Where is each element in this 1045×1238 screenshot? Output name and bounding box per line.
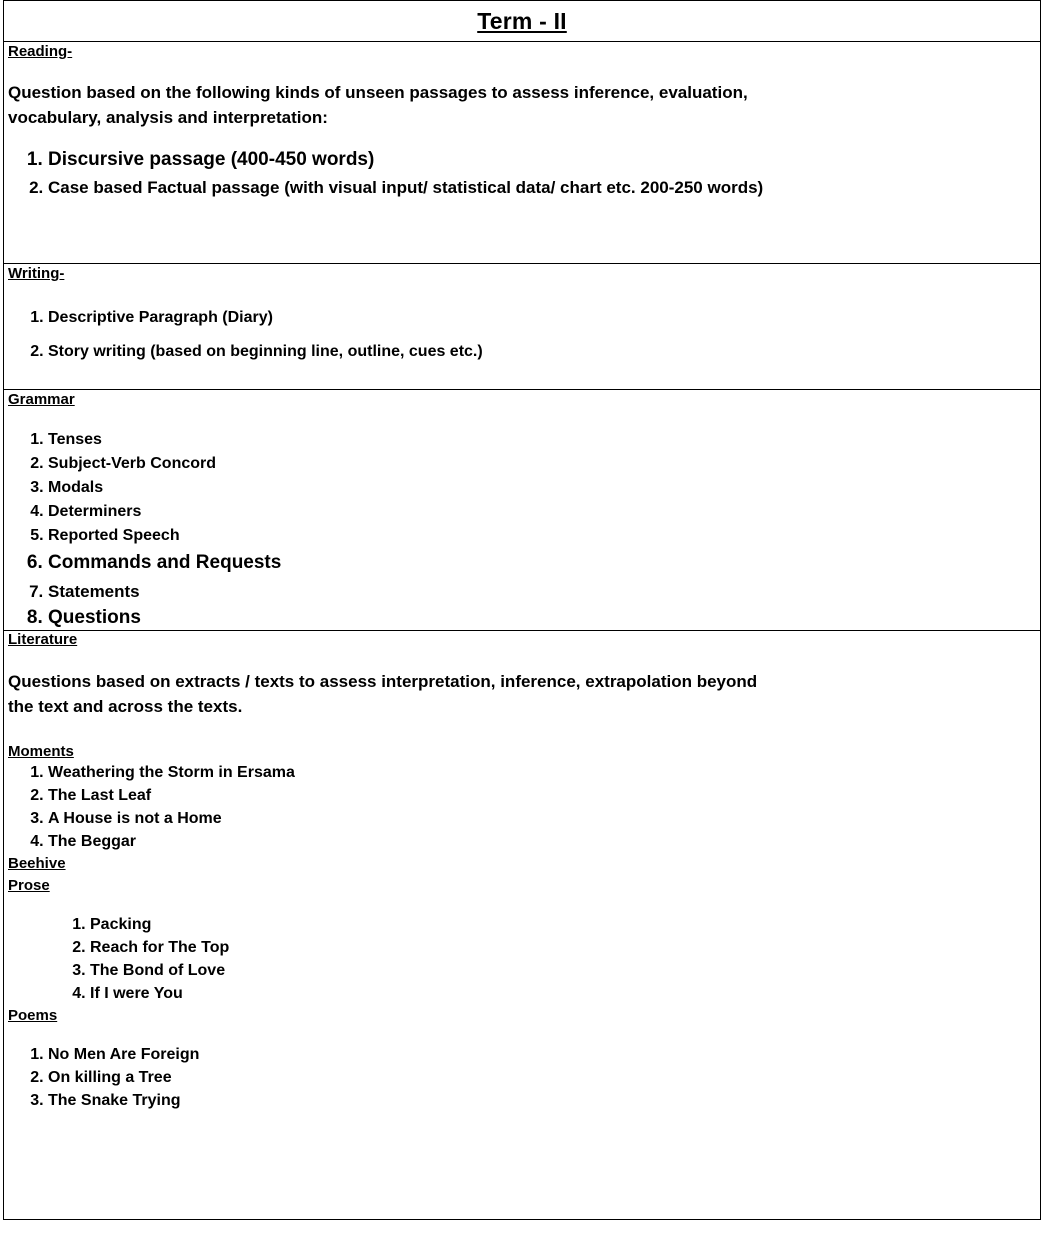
list-item: 3. A House is not a Home <box>48 807 1040 830</box>
list-item: 2. The Last Leaf <box>48 784 1040 807</box>
list-item: 8. Questions <box>48 606 1040 630</box>
grammar-heading: Grammar <box>8 391 75 408</box>
literature-intro-line-2: the text and across the texts. <box>8 697 243 716</box>
list-item: 1. Descriptive Paragraph (Diary) <box>48 301 1040 335</box>
grammar-section <box>4 390 1041 631</box>
reading-intro-line-2: vocabulary, analysis and interpretation: <box>8 108 328 127</box>
list-item: 1. No Men Are Foreign <box>48 1043 1040 1066</box>
list-item: 7. Statements <box>48 578 1040 606</box>
title-cell <box>4 1 1041 42</box>
reading-intro-line-1: Question based on the following kinds of unseen passages to assess inference, evaluation, <box>8 83 748 102</box>
reading-section <box>4 42 1041 264</box>
list-item: 2. Case based Factual passage (with visual input/ statistical data/ chart etc. 200-250 words) <box>48 172 1040 204</box>
list-item: 2. Subject-Verb Concord <box>48 452 1040 476</box>
moments-heading: Moments <box>8 743 74 760</box>
prose-list <box>8 913 1040 1005</box>
list-item: 3. The Snake Trying <box>48 1089 1040 1112</box>
literature-heading: Literature <box>8 631 78 648</box>
list-item: 4. If I were You <box>90 982 1040 1005</box>
list-item: 4. Determiners <box>48 500 1040 524</box>
list-item: 3. Modals <box>48 476 1040 500</box>
moments-list <box>8 761 1040 853</box>
list-item: 2. Story writing (based on beginning line, outline, cues etc.) <box>48 335 1040 369</box>
list-item: 2. Reach for The Top <box>90 936 1040 959</box>
writing-heading: Writing- <box>8 265 65 282</box>
beehive-heading: Beehive <box>8 855 66 872</box>
writing-section <box>4 264 1041 390</box>
list-item: 1. Tenses <box>48 428 1040 452</box>
list-item: 1. Packing <box>90 913 1040 936</box>
literature-intro-line-1: Questions based on extracts / texts to assess interpretation, inference, extrapolation beyond <box>8 672 758 691</box>
syllabus-table <box>3 0 1041 1220</box>
reading-heading: Reading- <box>8 43 73 60</box>
list-item: 1. Discursive passage (400-450 words) <box>48 147 1040 172</box>
list-item: 3. The Bond of Love <box>90 959 1040 982</box>
page-title: Term - II <box>477 7 567 34</box>
poems-list <box>8 1043 1040 1112</box>
list-item: 6. Commands and Requests <box>48 548 1040 578</box>
list-item: 2. On killing a Tree <box>48 1066 1040 1089</box>
grammar-list <box>8 428 1040 630</box>
reading-list <box>8 147 1040 204</box>
list-item: 1. Weathering the Storm in Ersama <box>48 761 1040 784</box>
literature-section <box>4 631 1041 1220</box>
prose-heading: Prose <box>8 877 50 894</box>
list-item: 4. The Beggar <box>48 830 1040 853</box>
poems-heading: Poems <box>8 1007 58 1024</box>
writing-list <box>8 301 1040 369</box>
list-item: 5. Reported Speech <box>48 524 1040 548</box>
